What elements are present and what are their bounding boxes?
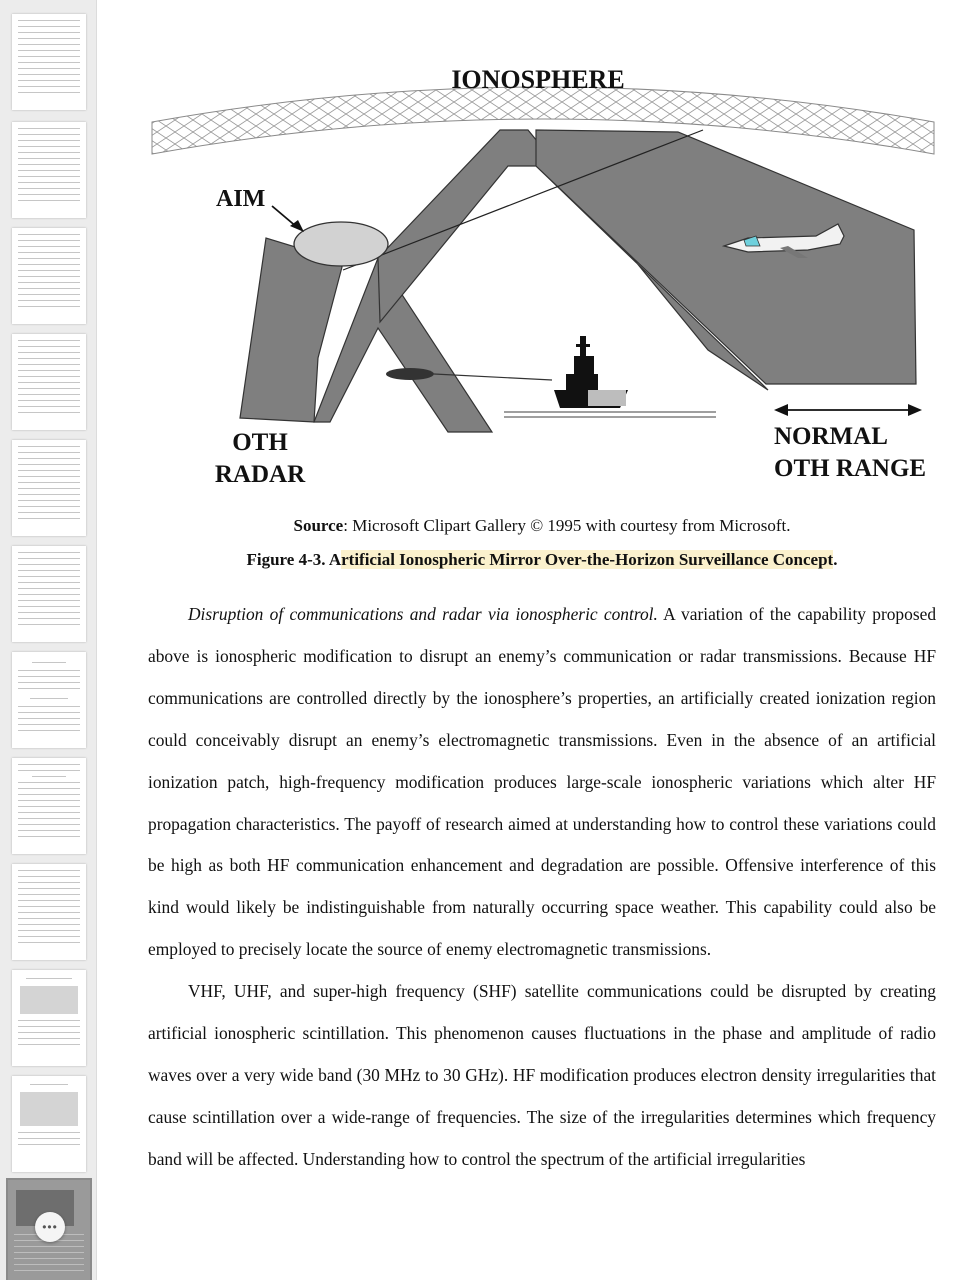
- figure-title-highlighted[interactable]: rtificial Ionospheric Mirror Over-the-Horizon Surveillance Concept: [341, 550, 834, 569]
- paragraph-text: A variation of the capability proposed above is ionospheric modification to disrupt an enemy’s communication or radar transmissions. Because HF communications are controlled directly by the ionosphere’s properties, an artificially created ionization region could conceivably disrupt an enemy’s electromagnetic transmissions. Even in the absence of an artificial ionization patch, high-frequency modification produces large-scale ionospheric variations which alter HF propagation characteristics. The payoff of research aimed at understanding how to control these variations could be high as both HF communication enhancement and degradation are possible. Offensive interference of this kind would likely be indistinguishable from naturally occurring space weather. This capability could also be employed to precisely locate the source of enemy electromagnetic transmissions.: [148, 604, 937, 960]
- aim-label: AIM: [216, 186, 266, 212]
- page-thumbnail[interactable]: [12, 864, 86, 960]
- oth-radar-label-line1: OTH: [232, 429, 288, 456]
- body-text: [148, 594, 936, 1181]
- normal-range-arrow: [774, 404, 922, 416]
- aim-patch: [294, 222, 388, 266]
- paragraph-heading: Disruption of communications and radar via ionospheric control.: [188, 604, 658, 624]
- page-thumbnail[interactable]: [12, 546, 86, 642]
- paragraph-text: VHF, UHF, and super-high frequency (SHF) satellite communications could be disrupted by creating artificial ionospheric scintillation. This phenomenon causes fluctuations in the phase and amplitude of radio waves over a very wide band (30 MHz to 30 GHz). HF modification produces electron density irregularities that cause scintillation over a wide-range of frequencies. The size of the irregularities determines which frequency band will be affected. Understanding how to control the spectrum of the artificial irregularities: [148, 981, 936, 1169]
- normal-range-label-line1: NORMAL: [774, 423, 888, 450]
- page-thumbnail[interactable]: [12, 652, 86, 748]
- page-thumbnail[interactable]: [12, 970, 86, 1066]
- figure-title-end: .: [833, 550, 838, 569]
- page-thumbnail[interactable]: [12, 1076, 86, 1172]
- page-thumbnail[interactable]: [12, 758, 86, 854]
- page-thumbnail[interactable]: [12, 334, 86, 430]
- more-icon: •••: [42, 1220, 58, 1234]
- page-thumbnail[interactable]: [12, 122, 86, 218]
- normal-range-label-line2: OTH RANGE: [774, 455, 927, 482]
- paragraph: [148, 971, 936, 1181]
- more-options-button[interactable]: [35, 1212, 65, 1242]
- figure-number: Figure 4-3. A: [246, 550, 342, 569]
- figure-illustration: [148, 60, 948, 500]
- figure-source-caption: [148, 516, 936, 536]
- oth-radar-label-line2: RADAR: [214, 461, 306, 488]
- ionosphere-label: IONOSPHERE: [451, 65, 625, 94]
- page-thumbnail-sidebar[interactable]: [0, 0, 97, 1280]
- page-thumbnail[interactable]: [12, 228, 86, 324]
- figure-caption: [148, 550, 936, 570]
- missile-icon: [386, 368, 552, 380]
- page-thumbnail[interactable]: [12, 14, 86, 110]
- radar-beam-far: [536, 130, 916, 384]
- ship-icon: [504, 336, 716, 417]
- source-label: Source: [293, 516, 344, 535]
- page-thumbnail[interactable]: [12, 440, 86, 536]
- paragraph: [148, 594, 936, 971]
- ionospheric-mirror-figure: [148, 60, 948, 500]
- source-text: : Microsoft Clipart Gallery © 1995 with courtesy from Microsoft.: [343, 516, 791, 535]
- aim-arrowhead: [290, 220, 304, 232]
